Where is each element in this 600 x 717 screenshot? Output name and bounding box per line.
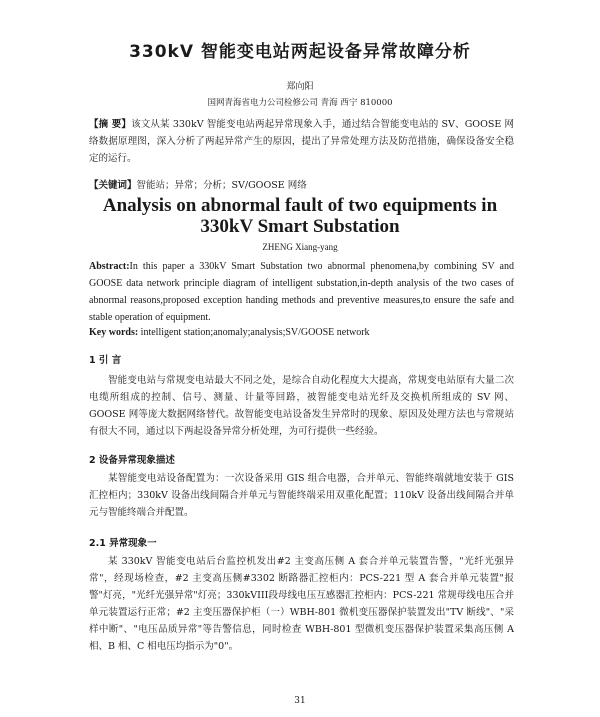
chinese-author: 郑向阳 [286,82,314,92]
english-title-line-1: Analysis on abnormal fault of two equipments in [102,195,498,216]
chinese-title: 330kV 智能变电站两起设备异常故障分析 [129,42,471,62]
chinese-abstract-label: 【摘 要】 [89,119,132,130]
english-title-line-2: 330kV Smart Substation [200,216,400,237]
section-2-heading: 2 设备异常现象描述 [89,455,175,466]
english-keywords-text: intelligent station;anomaly;analysis;SV/GOOSE network [140,327,370,338]
section-1-heading: 1 引 言 [89,355,122,366]
chinese-keywords-text: 智能站；异常；分析；SV/GOOSE 网络 [136,180,307,191]
chinese-keywords-label: 【关键词】 [89,180,137,191]
english-title [0,195,600,237]
english-abstract [89,258,514,326]
english-abstract-label: Abstract: [89,261,130,272]
chinese-abstract-text: 该文从某 330kV 智能变电站两起异常现象入手，通过结合智能变电站的 SV、GOOSE 网络数据原理图，深入分析了两起异常产生的原因，提出了异常处理方法及防范措施，确保设备安全稳定的运行。 [89,119,514,164]
english-keywords-label: Key words: [89,327,139,338]
english-keywords [89,327,514,338]
page-number: 31 [294,696,306,706]
english-abstract-text: In this paper a 330kV Smart Substation two abnormal phenomena,by combining SV and GOOSE data network principle diagram of intelligent substation,in-depth analysis of the two cases of abnormal reasons,proposed exception handing methods and preventive measures,to ensure the safe and stable operation of equipment. [89,261,514,323]
section-2-1-paragraph: 某 330kV 智能变电站后台监控机发出#2 主变高压侧 A 套合并单元装置告警，"光纤光强异常"，经现场检查，#2 主变高压侧#3302 断路器汇控柜内：PCS-221 型 A 套合并单元装置"报警"灯亮，"光纤光强异常"灯亮；330kVIII段母线电压互感器汇控柜内：PCS-221 常规母线电压合并单元装置运行正常；#2 主变压器保护柜（一）WBH-801 微机变压器保护装置发出"TV 断线"、"采样中断"、"电压品质异常"等告警信息，同时检查 WBH-801 型微机变压器保护装置采集高压侧 A 相、B 相、C 相电压均指示为"0"。 [89,556,514,652]
section-2-1-heading: 2.1 异常现象一 [89,538,157,549]
english-author: ZHENG Xiang-yang [262,242,338,252]
chinese-abstract [89,116,514,167]
section-2-paragraph: 某智能变电站设备配置为：一次设备采用 GIS 组合电器，合并单元、智能终端就地安装于 GIS 汇控柜内；330kV 设备出线间隔合并单元与智能终端采用双重化配置；110kV 设备出线间隔合并单元与智能终端合并配置。 [89,473,514,518]
section-1-paragraph: 智能变电站与常规变电站最大不同之处，是综合自动化程度大大提高，常规变电站原有大量二次电缆所组成的控制、信号、测量、计量等回路，被智能变电站光纤及交换机所组成的 SV 网、GOOSE 网等庞大数据网络替代。故智能变电站设备发生异常时的现象、原因及处理方法也与常规站有很大不同，通过以下两起设备异常分析处理，为可行提供一些经验。 [89,375,514,437]
chinese-keywords [89,177,514,191]
chinese-affiliation: 国网青海省电力公司检修公司 青海 西宁 810000 [207,98,393,108]
